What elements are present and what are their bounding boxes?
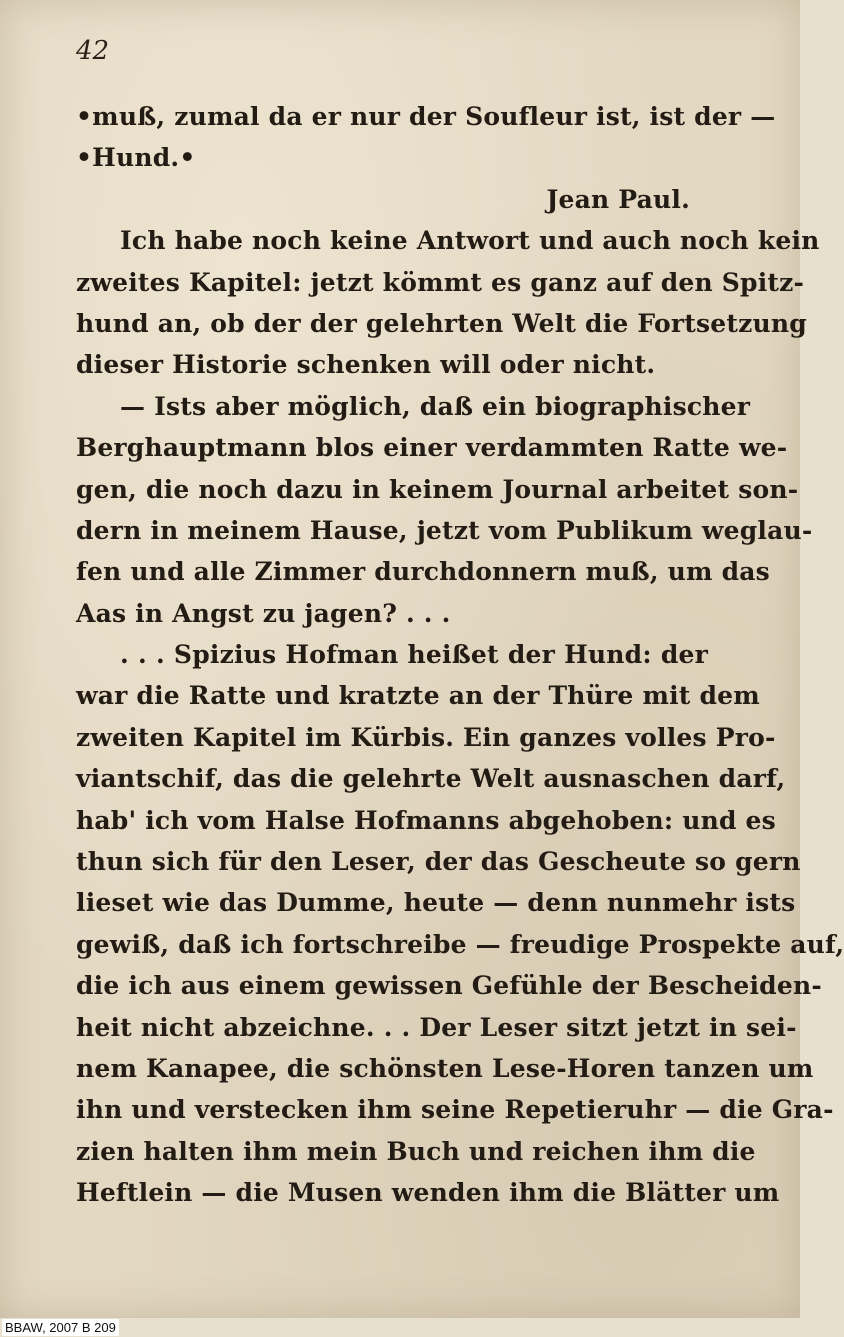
text-line: . . . Spizius Hofman heißet der Hund: der	[120, 640, 708, 670]
text-line: — Ists aber möglich, daß ein biographischer	[120, 391, 751, 421]
text-line: nem Kanapee, die schönsten Lese-Horen tanzen um	[76, 1053, 814, 1083]
text-line: thun sich für den Leser, der das Gescheute so gern	[76, 847, 801, 877]
text-line: fen und alle Zimmer durchdonnern muß, um das	[76, 557, 770, 587]
text-line: Berghauptmann blos einer verdammten Ratte we-	[76, 433, 788, 463]
text-line: Heftlein — die Musen wenden ihm die Blätter um	[76, 1178, 780, 1208]
text-line: zweiten Kapitel im Kürbis. Ein ganzes volles Pro-	[76, 722, 776, 752]
text-line: hund an, ob der der gelehrten Welt die Fortsetzung	[76, 308, 807, 338]
text-line: die ich aus einem gewissen Gefühle der Bescheiden-	[76, 971, 822, 1001]
library-shelfmark-label: BBAW, 2007 B 209	[2, 1319, 119, 1336]
text-line: gen, die noch dazu in keinem Journal arbeitet son-	[76, 474, 799, 504]
text-line: war die Ratte und kratzte an der Thüre mit dem	[76, 681, 760, 711]
text-line: lieset wie das Dumme, heute — denn nunmehr ists	[76, 888, 796, 918]
text-line: dieser Historie schenken will oder nicht.	[76, 350, 656, 380]
page-number: 42	[76, 36, 110, 66]
text-line: ihn und verstecken ihm seine Repetieruhr — die Gra-	[76, 1095, 834, 1125]
text-line: Aas in Angst zu jagen? . . .	[76, 598, 451, 628]
text-line: gewiß, daß ich fortschreibe — freudige Prospekte auf,	[76, 929, 844, 959]
text-line: heit nicht abzeichne. . . Der Leser sitzt jetzt in sei-	[76, 1012, 797, 1042]
text-line: viantschif, das die gelehrte Welt ausnaschen darf,	[76, 764, 786, 794]
text-line: Ich habe noch keine Antwort und auch noch kein	[120, 226, 820, 256]
text-line: •Hund.•	[76, 143, 196, 173]
text-line: zweites Kapitel: jetzt kömmt es ganz auf den Spitz-	[76, 267, 805, 297]
body-text	[76, 96, 844, 1214]
text-line: zien halten ihm mein Buch und reichen ihm die	[76, 1136, 756, 1166]
text-line: dern in meinem Hause, jetzt vom Publikum weglau-	[76, 515, 813, 545]
author-signature: Jean Paul.	[546, 184, 690, 214]
text-line: •muß, zumal da er nur der Soufleur ist, ist der —	[76, 102, 776, 131]
text-line: hab' ich vom Halse Hofmanns abgehoben: und es	[76, 805, 776, 835]
